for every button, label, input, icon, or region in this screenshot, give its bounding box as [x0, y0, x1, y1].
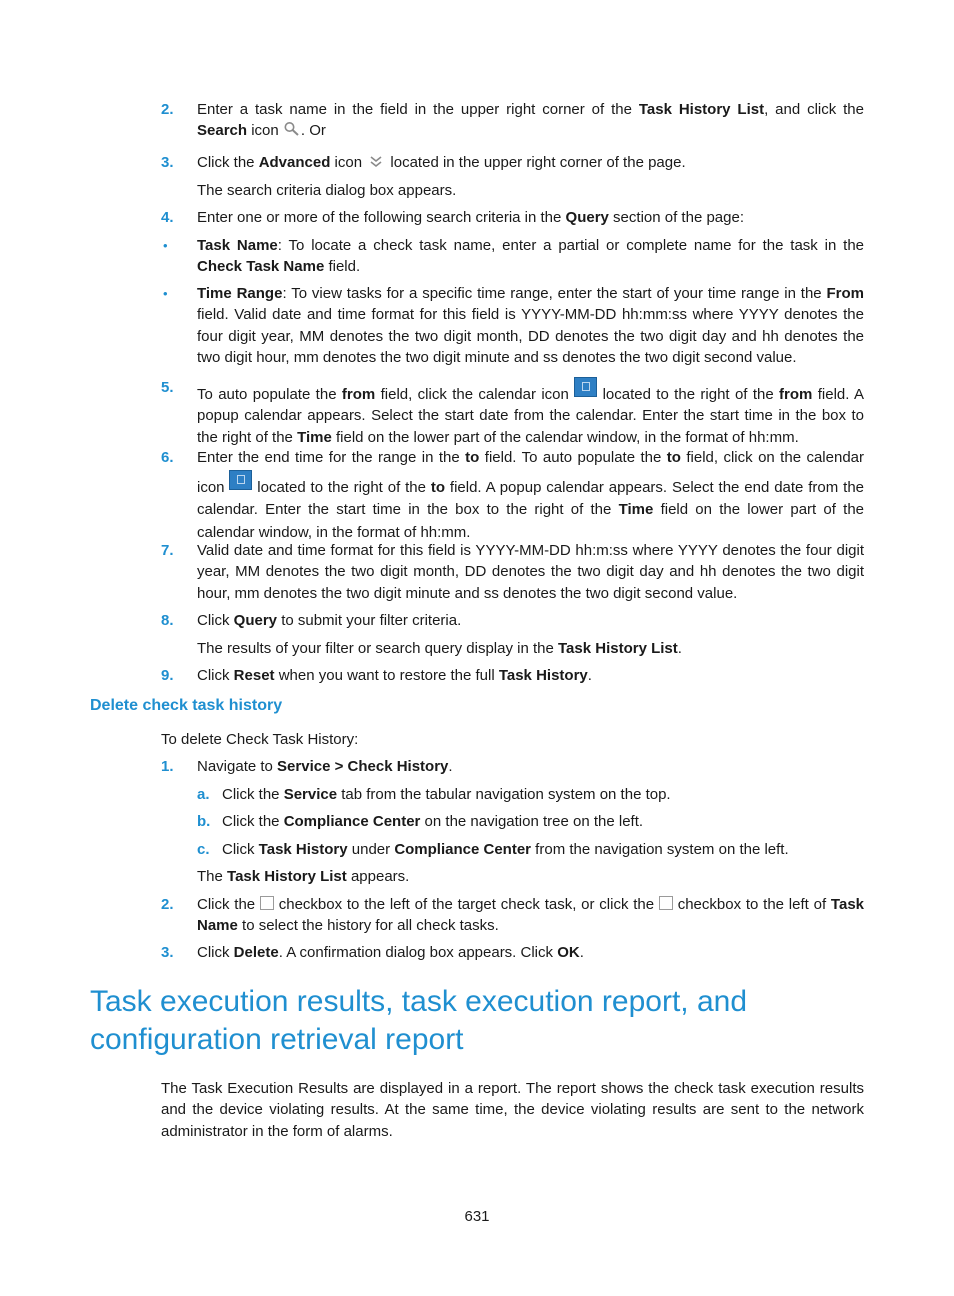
step-5-text: To auto populate the from field, click the calendar icon located to the right of the from field. A popup calendar appears. Select the start date from the calendar. Enter the start time in the box to the right of the Time field on the lower part of the calendar window, in the format of hh:mm.	[197, 377, 864, 448]
delete-step-2-text: Click the checkbox to the left of the target check task, or click the checkbox to the left of Task Name to select the history for all check tasks.	[197, 896, 864, 935]
substep-b-text: Click the Compliance Center on the navigation tree on the left.	[222, 813, 644, 830]
substep-letter: c.	[197, 841, 210, 858]
step-number: 2.	[161, 101, 174, 118]
page-number: 631	[464, 1208, 490, 1225]
substep-letter: b.	[197, 813, 211, 830]
step-4-text: Enter one or more of the following search criteria in the Query section of the page:	[197, 209, 744, 226]
substep-c-text: Click Task History under Compliance Center from the navigation system on the left.	[222, 841, 789, 858]
calendar-icon[interactable]	[574, 377, 597, 397]
step-number: 1.	[161, 758, 174, 775]
step-7-text: Valid date and time format for this field is YYYY-MM-DD hh:m:ss where YYYY denotes the four digit year, MM denotes the two digit month, DD denotes the two digit day and hh denotes the two digit hour, mm denotes the two digit minute and ss denotes the two digit second value.	[197, 542, 864, 602]
substep-a-text: Click the Service tab from the tabular navigation system on the top.	[222, 786, 671, 803]
section-heading: Delete check task history	[90, 697, 283, 714]
delete-step-3-text: Click Delete. A confirmation dialog box appears. Click OK.	[197, 944, 584, 961]
checkbox-icon[interactable]	[659, 896, 673, 910]
delete-step-1-text: Navigate to Service > Check History.	[197, 758, 453, 775]
chapter-title: Task execution results, task execution report, and configuration retrieval report	[90, 985, 748, 1056]
bullet-task-name: Task Name: To locate a check task name, enter a partial or complete name for the task in the Check Task Name field.	[197, 237, 865, 276]
step-number: 9.	[161, 667, 174, 684]
step-note: The results of your filter or search query display in the Task History List.	[197, 640, 682, 657]
step-3-text: Click the Advanced icon located in the upper right corner of the page.	[197, 152, 864, 175]
step-2-text: Enter a task name in the field in the upper right corner of the Task History List, and click the Search icon . Or	[197, 99, 864, 144]
search-icon[interactable]	[283, 121, 301, 143]
chapter-body: The Task Execution Results are displayed in a report. The report shows the check task execution results and the device violating results. At the same time, the device violating results are sent to the network administrator in the form of alarms.	[161, 1080, 864, 1140]
step-number: 2.	[161, 896, 174, 913]
section-intro: To delete Check Task History:	[161, 731, 359, 748]
bullet-time-range: Time Range: To view tasks for a specific time range, enter the start of your time range in the From field. Valid date and time format for this field is YYYY-MM-DD hh:mm:ss where YYYY denotes the four digit year, MM denotes the two digit month, DD denotes the two digit day and hh denotes the two digit hour, mm denotes the two digit minute and ss denotes the two digit second value.	[197, 285, 865, 366]
step-8-text: Click Query to submit your filter criteria.	[197, 612, 462, 629]
step-6-text: Enter the end time for the range in the to field. To auto populate the to field, click on the calendar icon located to the right of the to field. A popup calendar appears. Select the end date from the calendar. Enter the start time in the box to the right of the Time field on the lower part of the calendar window, in the format of hh:mm.	[197, 449, 865, 541]
step-number: 7.	[161, 542, 174, 559]
substep-note: The Task History List appears.	[197, 868, 410, 885]
bullet-marker: •	[163, 286, 168, 301]
step-number: 4.	[161, 209, 174, 226]
calendar-icon[interactable]	[229, 470, 252, 490]
checkbox-icon[interactable]	[260, 896, 274, 910]
substep-letter: a.	[197, 786, 210, 803]
step-number: 8.	[161, 612, 174, 629]
step-9-text: Click Reset when you want to restore the full Task History.	[197, 667, 592, 684]
step-number: 5.	[161, 379, 174, 396]
step-note: The search criteria dialog box appears.	[197, 182, 457, 199]
advanced-chevron-icon[interactable]	[366, 154, 386, 175]
step-number: 3.	[161, 944, 174, 961]
step-number: 3.	[161, 154, 174, 171]
step-number: 6.	[161, 449, 174, 466]
bullet-marker: •	[163, 238, 168, 253]
